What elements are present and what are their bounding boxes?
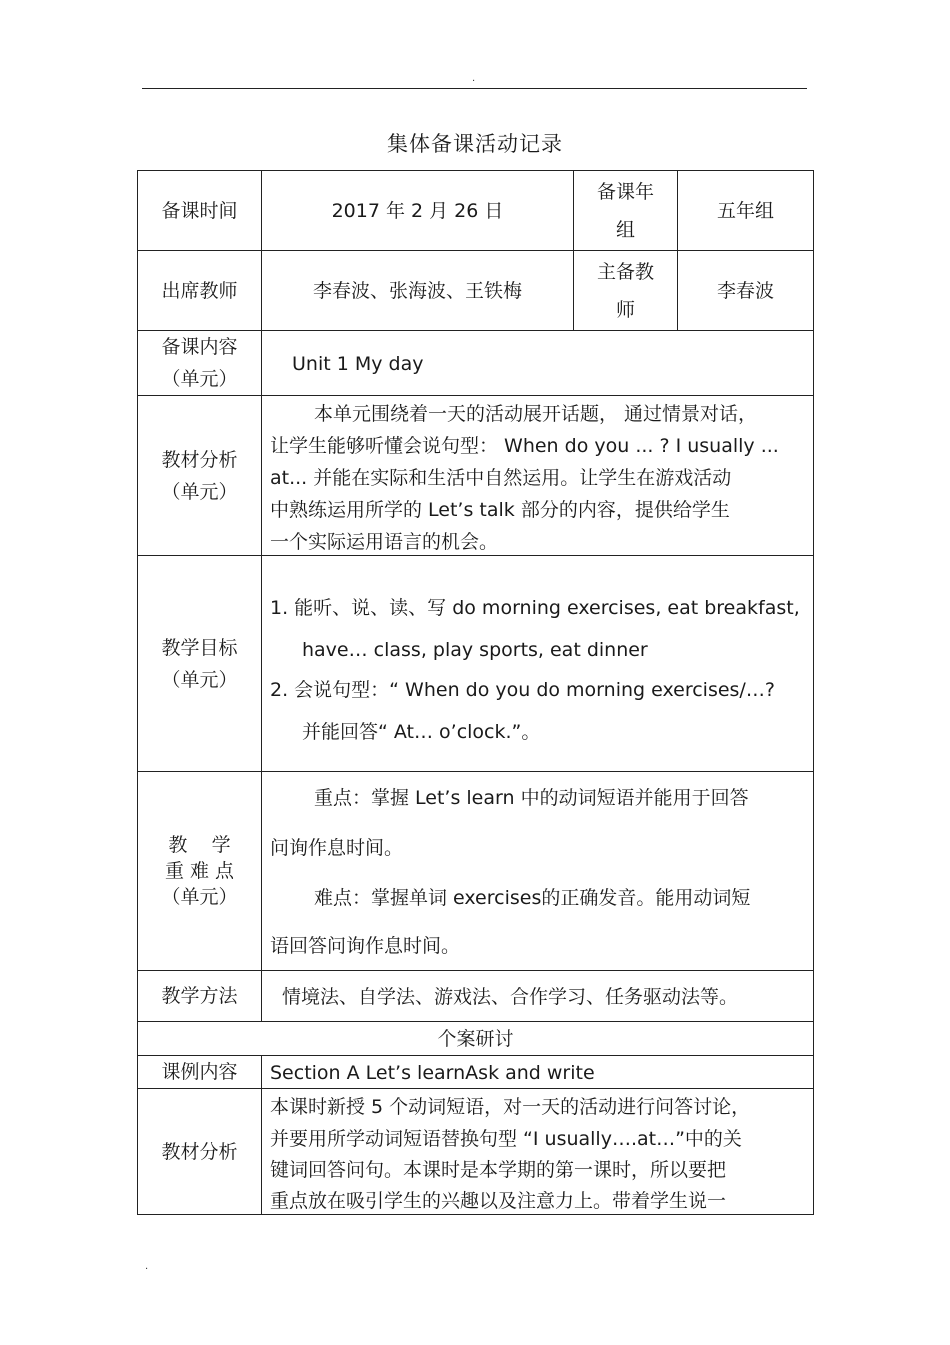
label-teachers <box>137 250 262 331</box>
analysis-line: 中熟练运用所学的 Let’s talk 部分的内容，提供给学生 <box>270 499 730 521</box>
label-analysis <box>137 395 262 556</box>
label-lesson <box>137 1055 262 1089</box>
footer-dot: . <box>145 1261 149 1272</box>
value-content-text: Unit 1 My day <box>292 353 424 375</box>
label-teachers-text: 出席教师 <box>161 279 238 302</box>
label-time-text: 备课时间 <box>161 199 238 222</box>
value-time-text: 2017 年 2 月 26 日 <box>331 199 504 222</box>
goals-line: 2. 会说句型：“ When do you do morning exercises/…? <box>270 679 775 701</box>
label-grade-line2: 组 <box>615 218 635 241</box>
case-header-text: 个案研讨 <box>437 1027 514 1050</box>
label-main-teacher <box>573 250 678 331</box>
goals-line: 并能回答“ At… o’clock.”。 <box>302 721 541 743</box>
value-key <box>261 771 814 971</box>
key-line: 问询作息时间。 <box>270 837 404 859</box>
label-goals-line2: （单元） <box>161 668 238 691</box>
label-key-line2: 重 难 点 <box>164 860 235 882</box>
goals-line: have… class, play sports, eat dinner <box>302 639 648 661</box>
label-content-line2: （单元） <box>161 368 238 390</box>
value-lesson-text: Section A Let’s learnAsk and write <box>270 1062 595 1084</box>
header-dot: . <box>472 73 476 84</box>
case-header <box>137 1021 814 1056</box>
page-title: 集体备课活动记录 <box>387 132 563 156</box>
value-content <box>261 330 814 396</box>
value-main-teacher-text: 李春波 <box>716 279 774 302</box>
key-line: 难点：掌握单词 exercises的正确发音。能用动词短 <box>314 887 751 909</box>
label-key <box>137 771 262 971</box>
value-method-text: 情境法、自学法、游戏法、合作学习、任务驱动法等。 <box>282 986 739 1008</box>
lesson-analysis-line: 键词回答问句。本课时是本学期的第一课时，所以要把 <box>270 1159 727 1181</box>
value-analysis <box>261 395 814 556</box>
analysis-line: 本单元围绕着一天的活动展开话题， 通过情景对话， <box>314 403 758 425</box>
analysis-line: 一个实际运用语言的机会。 <box>270 531 499 553</box>
label-lesson-analysis <box>137 1088 262 1215</box>
label-method-text: 教学方法 <box>161 985 238 1007</box>
label-analysis-line1: 教材分析 <box>161 448 238 471</box>
label-main-teacher-line2: 师 <box>615 298 635 321</box>
label-analysis-line2: （单元） <box>161 480 238 503</box>
value-time <box>261 170 574 251</box>
value-teachers-text: 李春波、张海波、王铁梅 <box>312 279 522 302</box>
value-lesson-analysis <box>261 1088 814 1215</box>
label-grade <box>573 170 678 251</box>
key-line: 语回答问询作息时间。 <box>270 935 461 957</box>
goals-line: 1. 能听、说、读、写 do morning exercises, eat breakfast, <box>270 597 800 619</box>
key-line: 重点：掌握 Let’s learn 中的动词短语并能用于回答 <box>314 787 749 809</box>
lesson-analysis-line: 重点放在吸引学生的兴趣以及注意力上。带着学生说一 <box>270 1190 727 1212</box>
label-lesson-analysis-text: 教材分析 <box>161 1140 238 1163</box>
value-grade-text: 五年组 <box>716 199 774 222</box>
value-method <box>261 970 814 1022</box>
label-goals-line1: 教学目标 <box>161 636 238 659</box>
label-key-line3: （单元） <box>161 886 238 908</box>
label-lesson-text: 课例内容 <box>161 1061 238 1083</box>
header-rule <box>142 88 807 89</box>
label-goals <box>137 555 262 772</box>
value-goals <box>261 555 814 772</box>
label-main-teacher-line1: 主备教 <box>596 260 654 283</box>
value-main-teacher <box>677 250 814 331</box>
lesson-analysis-line: 并要用所学动词短语替换句型 “I usually….at…”中的关 <box>270 1128 742 1150</box>
lesson-analysis-line: 本课时新授 5 个动词短语，对一天的活动进行问答讨论， <box>270 1096 751 1118</box>
value-grade <box>677 170 814 251</box>
label-grade-line1: 备课年 <box>596 180 654 203</box>
label-content <box>137 330 262 396</box>
label-key-line1: 教 学 <box>168 834 231 856</box>
analysis-line: 让学生能够听懂会说句型： When do you ... ? I usually ... <box>270 435 779 457</box>
value-lesson <box>261 1055 814 1089</box>
label-method <box>137 970 262 1022</box>
label-time <box>137 170 262 251</box>
analysis-line: at... 并能在实际和生活中自然运用。让学生在游戏活动 <box>270 467 732 489</box>
value-teachers <box>261 250 574 331</box>
label-content-line1: 备课内容 <box>161 336 238 358</box>
